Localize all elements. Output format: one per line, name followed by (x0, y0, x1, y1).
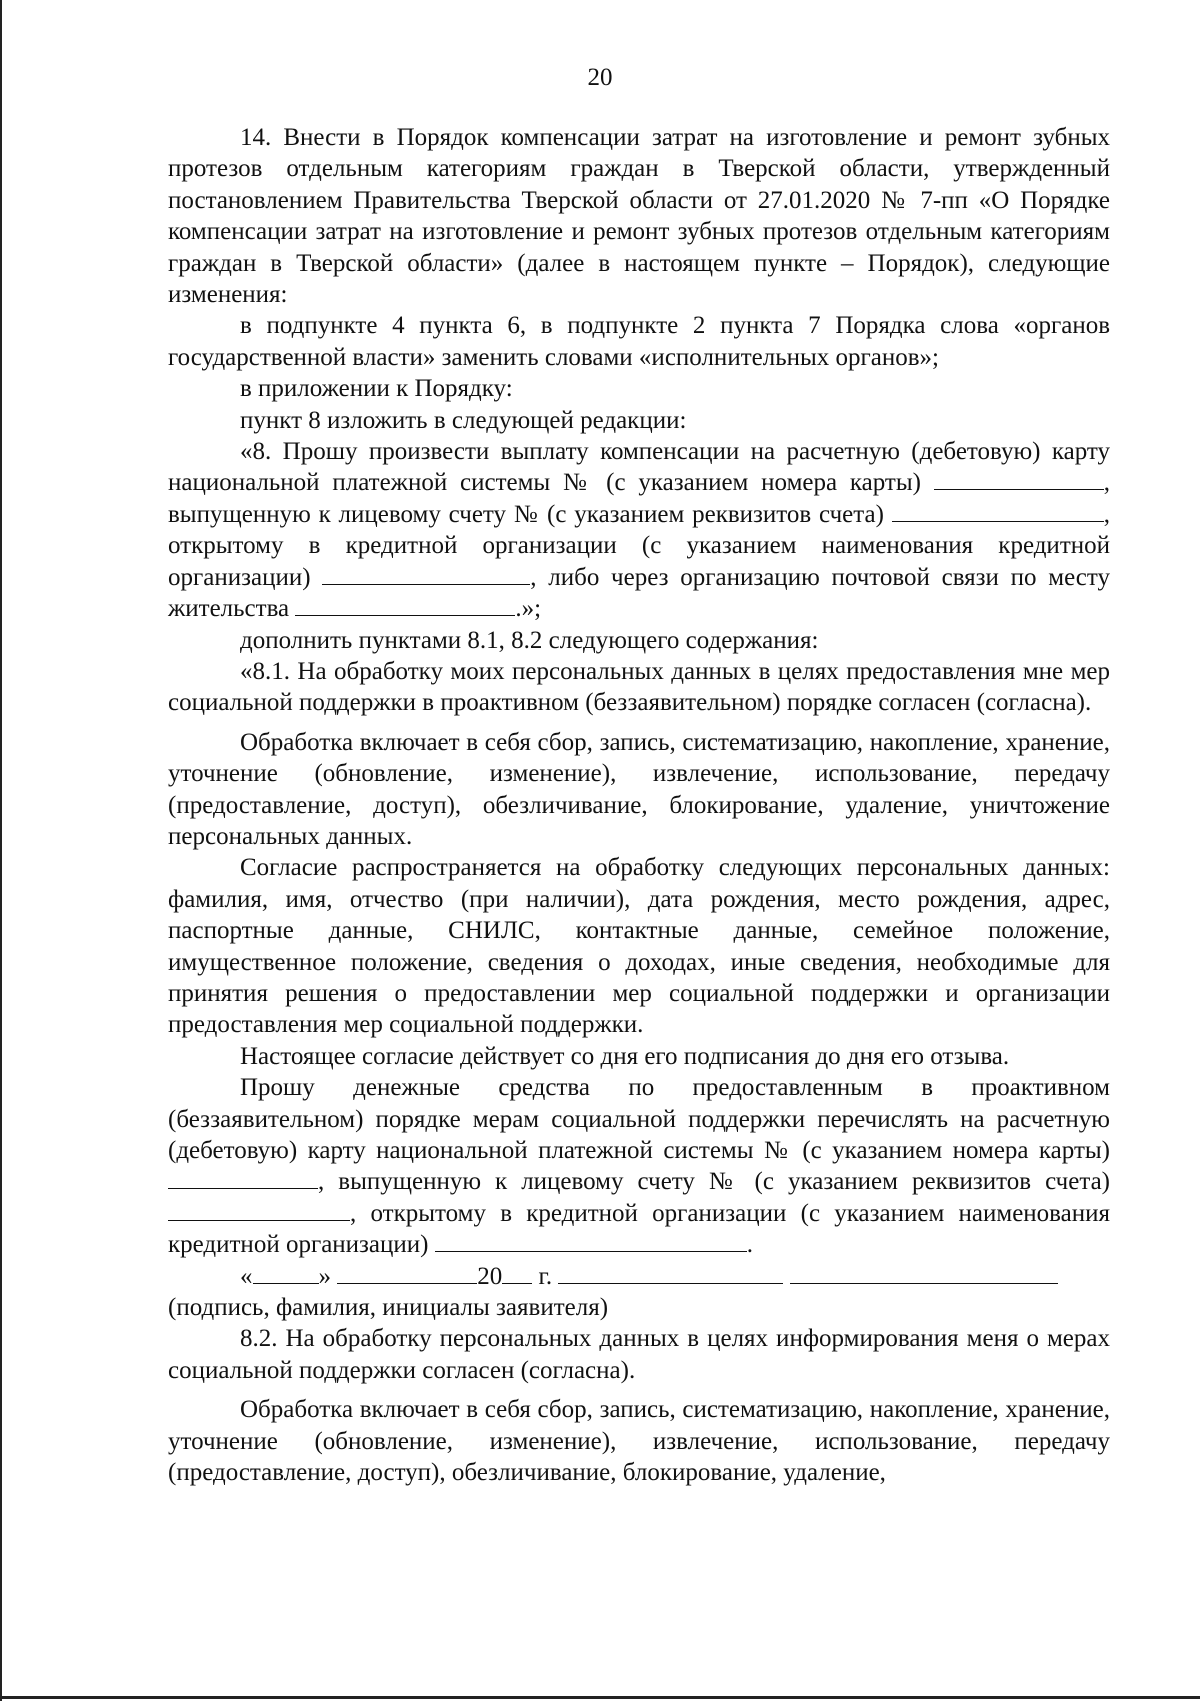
payment-card-blank[interactable] (168, 1166, 318, 1189)
paragraph-item-14: 14. Внести в Порядок компенсации затрат на изготовление и ремонт зубных протезов отдельным категориям граждан в Тверской области, утвержденный постановлением Правительства Тверской области от 27.01.2020 № 7-пп «О Порядке компенсации затрат на изготовление и ремонт зубных протезов отдельным категориям граждан в Тверской области» (далее в настоящем пункте – Порядок), следующие изменения: (168, 124, 1110, 309)
point-8-text-c: , открытому в кредитной организации (с указанием наименования кредитной организации) (168, 500, 1111, 591)
paragraph-point-8-2: 8.2. На обработку персональных данных в целях информирования меня о мерах социальной поддержки согласен (согласна). (168, 1325, 1110, 1384)
paragraph-consent-validity: Настоящее согласие действует со дня его подписания до дня его отзыва. (240, 1042, 1010, 1070)
point-8-text-e: .»; (515, 595, 542, 623)
day-blank[interactable] (253, 1261, 319, 1284)
year-prefix: 20 (477, 1262, 503, 1290)
page-number: 20 (587, 64, 613, 91)
paragraph-appendix: в приложении к Порядку: (240, 375, 513, 403)
payment-text-b: , выпущенную к лицевому счету № (с указанием реквизитов счета) (318, 1168, 1110, 1196)
bank-name-blank[interactable] (322, 562, 530, 585)
paragraph-add-points: дополнить пунктами 8.1, 8.2 следующего содержания: (240, 626, 819, 654)
paragraph-payment-request (168, 1072, 1110, 1260)
payment-text-a: Прошу денежные средства по предоставленным в проактивном (беззаявительном) порядке мерам социальной поддержки перечислять на расчетную (дебетовую) карту национальной платежной системы № (с указанием номера карты) (168, 1074, 1110, 1164)
payment-text-d: . (746, 1231, 753, 1259)
card-number-blank[interactable] (934, 467, 1104, 490)
document-body (168, 122, 1110, 1488)
date-open-quote: « (240, 1262, 253, 1290)
signature-date-line (168, 1261, 1110, 1292)
paragraph-point-8 (168, 436, 1110, 624)
account-details-blank[interactable] (892, 499, 1104, 522)
name-blank[interactable] (790, 1261, 1058, 1284)
scan-edge-bottom (0, 1696, 1200, 1699)
year-suffix: г. (538, 1262, 553, 1290)
month-blank[interactable] (337, 1261, 477, 1284)
payment-account-blank[interactable] (168, 1198, 350, 1221)
paragraph-consent-scope: Согласие распространяется на обработку следующих персональных данных: фамилия, имя, отчество (при наличии), дата рождения, место рождения, адрес, паспортные данные, СНИЛС, контактные данные, семейное положение, имущественное положение, сведения о доходах, иные сведения, необходимые для принятия решения о предоставлении мер социальной поддержки и организации предоставления мер социальной поддержки. (168, 854, 1110, 1039)
paragraph-replace-words: в подпункте 4 пункта 6, в подпункте 2 пункта 7 Порядка слова «органов государственной власти» заменить словами «исполнительных органов»; (168, 312, 1110, 371)
post-office-blank[interactable] (295, 593, 515, 616)
paragraph-processing-2: Обработка включает в себя сбор, запись, систематизацию, накопление, хранение, уточнение (обновление, изменение), извлечение, использование, передачу (предоставление, доступ), обезличивание, блокирование, удаление, (168, 1396, 1110, 1487)
point-8-text-b: , выпущенную к лицевому счету № (с указанием реквизитов счета) (168, 469, 1110, 528)
signature-caption: (подпись, фамилия, инициалы заявителя) (168, 1294, 609, 1322)
paragraph-point-8-intro: пункт 8 изложить в следующей редакции: (240, 406, 687, 434)
payment-text-c: , открытому в кредитной организации (с указанием наименования кредитной организации) (168, 1199, 1110, 1259)
payment-bank-blank[interactable] (435, 1229, 747, 1252)
point-8-text-d: , либо через организацию почтовой связи по месту жительства (168, 563, 1110, 623)
paragraph-point-8-1: «8.1. На обработку моих персональных данных в целях предоставления мне мер социальной поддержки в проактивном (беззаявительном) порядке согласен (согласна). (168, 657, 1110, 717)
signature-blank[interactable] (558, 1261, 783, 1284)
year-blank[interactable] (502, 1261, 532, 1284)
point-8-text-a: «8. Прошу произвести выплату компенсации на расчетную (дебетовую) карту национальной платежной системы № (с указанием номера карты) (168, 438, 1110, 497)
date-close-quote: » (318, 1262, 331, 1290)
scan-edge-left (0, 0, 2, 1701)
paragraph-processing: Обработка включает в себя сбор, запись, систематизацию, накопление, хранение, уточнение (обновление, изменение), извлечение, использование, передачу (предоставление, доступ), обезличивание, блокирование, удаление, уничтожение персональных данных. (168, 728, 1110, 850)
